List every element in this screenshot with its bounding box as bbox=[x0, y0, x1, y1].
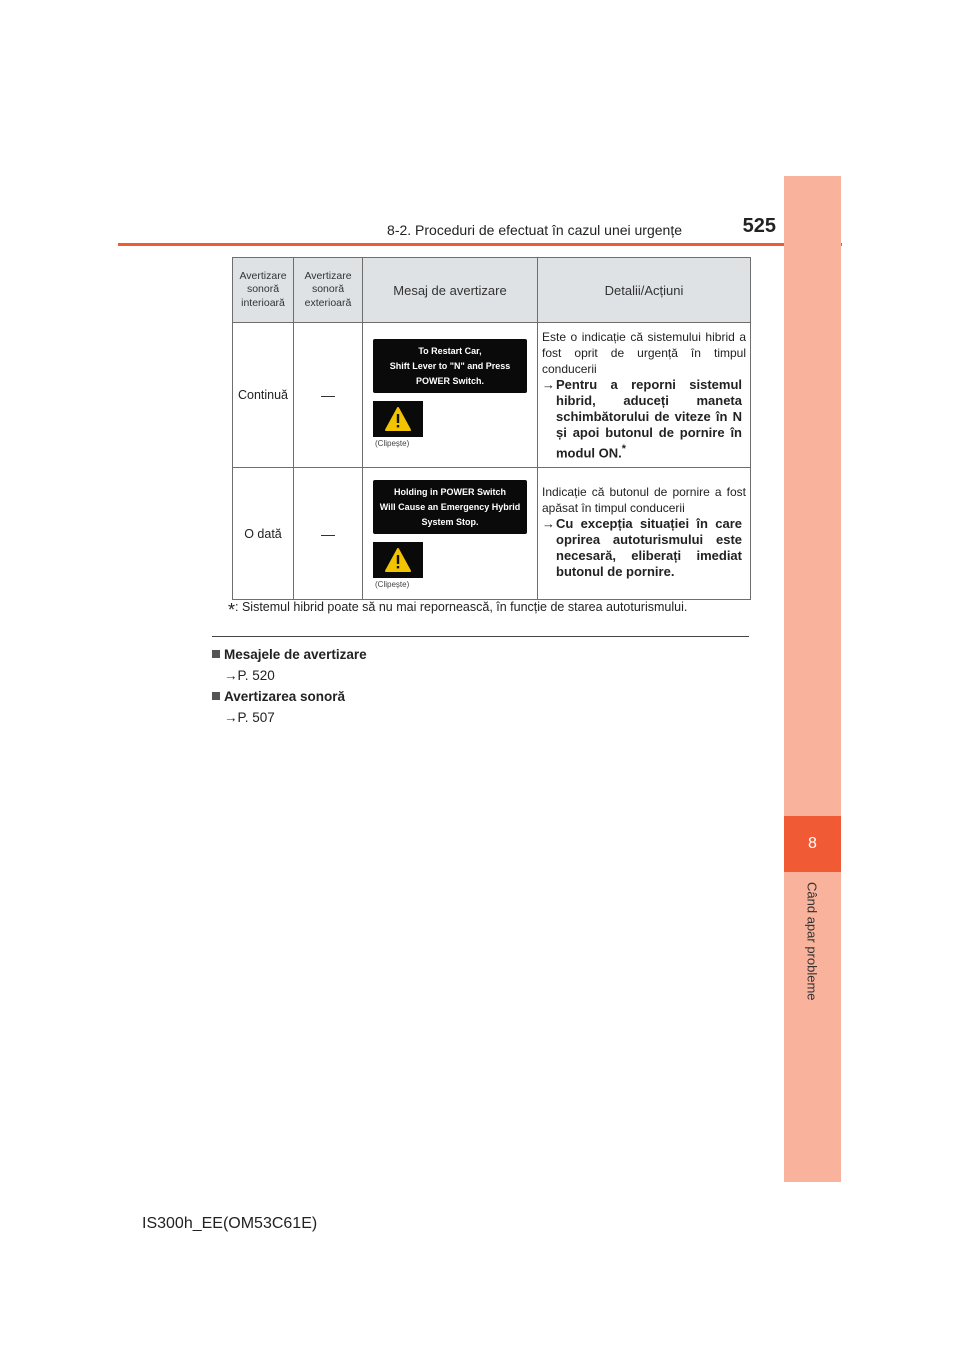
chapter-side-tab bbox=[784, 176, 841, 1182]
footnote-star: * bbox=[228, 600, 236, 620]
reference-link[interactable]: →P. 507 bbox=[224, 710, 275, 725]
message-cell bbox=[363, 468, 538, 600]
display-line: System Stop. bbox=[421, 516, 479, 527]
detail-cell bbox=[538, 323, 751, 468]
model-code: IS300h_EE(OM53C61E) bbox=[142, 1215, 318, 1232]
arrow-icon: → bbox=[542, 516, 555, 532]
page-number: 525 bbox=[742, 215, 776, 237]
reference-link[interactable]: →P. 520 bbox=[224, 668, 275, 683]
table-row bbox=[233, 323, 751, 468]
chapter-number-badge: 8 bbox=[784, 816, 841, 872]
detail-text: Indicație că butonul de pornire a fost apăsat în timpul conducerii bbox=[542, 485, 746, 516]
chapter-title: Când apar probleme bbox=[804, 882, 820, 1001]
display-line: To Restart Car, bbox=[418, 345, 482, 356]
interior-buzzer-cell: O dată bbox=[233, 468, 294, 600]
arrow-icon: → bbox=[224, 710, 238, 725]
blink-note: (Clipește) bbox=[375, 580, 410, 590]
arrow-icon: → bbox=[224, 668, 238, 683]
header-details: Detalii/Acțiuni bbox=[538, 258, 751, 323]
message-cell bbox=[363, 323, 538, 468]
arrow-icon: → bbox=[542, 377, 555, 392]
exterior-buzzer-cell: — bbox=[294, 468, 363, 600]
display-line: POWER Switch. bbox=[415, 375, 484, 386]
header-interior-buzzer: Avertizare sonoră interioară bbox=[233, 258, 294, 323]
header-message: Mesaj de avertizare bbox=[363, 258, 538, 323]
footnote bbox=[228, 600, 687, 621]
footnote-mark: * bbox=[621, 443, 626, 455]
bullet-square-icon bbox=[212, 692, 220, 700]
interior-buzzer-cell: Continuă bbox=[233, 323, 294, 468]
display-line: Shift Lever to "N" and Press bbox=[389, 360, 511, 371]
footnote-text: : Sistemul hibrid poate să nu mai repornească, în funcție de starea autoturismului. bbox=[235, 600, 688, 614]
reference-title: Mesajele de avertizare bbox=[224, 647, 367, 662]
warning-triangle-icon bbox=[373, 542, 423, 578]
reference-title: Avertizarea sonoră bbox=[224, 689, 346, 704]
detail-text: Este o indicație că sistemului hibrid a fost oprit de urgență în timpul conducerii bbox=[542, 330, 746, 376]
table-header-row bbox=[233, 258, 751, 323]
warning-triangle-icon bbox=[373, 401, 423, 437]
action-text: Pentru a reporni sistemul hibrid, aduceți maneta schimbătorului de viteze în N și apoi butonul de pornire în modul ON. bbox=[556, 377, 742, 461]
detail-cell bbox=[538, 468, 751, 600]
warning-table bbox=[232, 257, 751, 600]
action-text: Cu excepția situației în care oprirea autoturismului este necesară, eliberați imediat butonul de pornire. bbox=[556, 516, 742, 580]
section-divider bbox=[212, 636, 749, 637]
action-line bbox=[542, 516, 746, 580]
bullet-square-icon bbox=[212, 650, 220, 658]
exterior-buzzer-cell: — bbox=[294, 323, 363, 468]
header-rule bbox=[118, 243, 842, 246]
display-screen bbox=[373, 339, 527, 393]
display-screen bbox=[373, 480, 527, 534]
action-line bbox=[542, 377, 746, 461]
display-line: Holding in POWER Switch bbox=[394, 486, 506, 497]
blink-note: (Clipește) bbox=[375, 439, 410, 448]
section-title: 8-2. Proceduri de efectuat în cazul unei urgențe bbox=[387, 222, 682, 238]
table-row bbox=[233, 468, 751, 600]
display-line: Will Cause an Emergency Hybrid bbox=[379, 501, 521, 512]
reference-item bbox=[212, 689, 345, 725]
reference-item bbox=[212, 647, 367, 683]
header-exterior-buzzer: Avertizare sonoră exterioară bbox=[294, 258, 363, 323]
